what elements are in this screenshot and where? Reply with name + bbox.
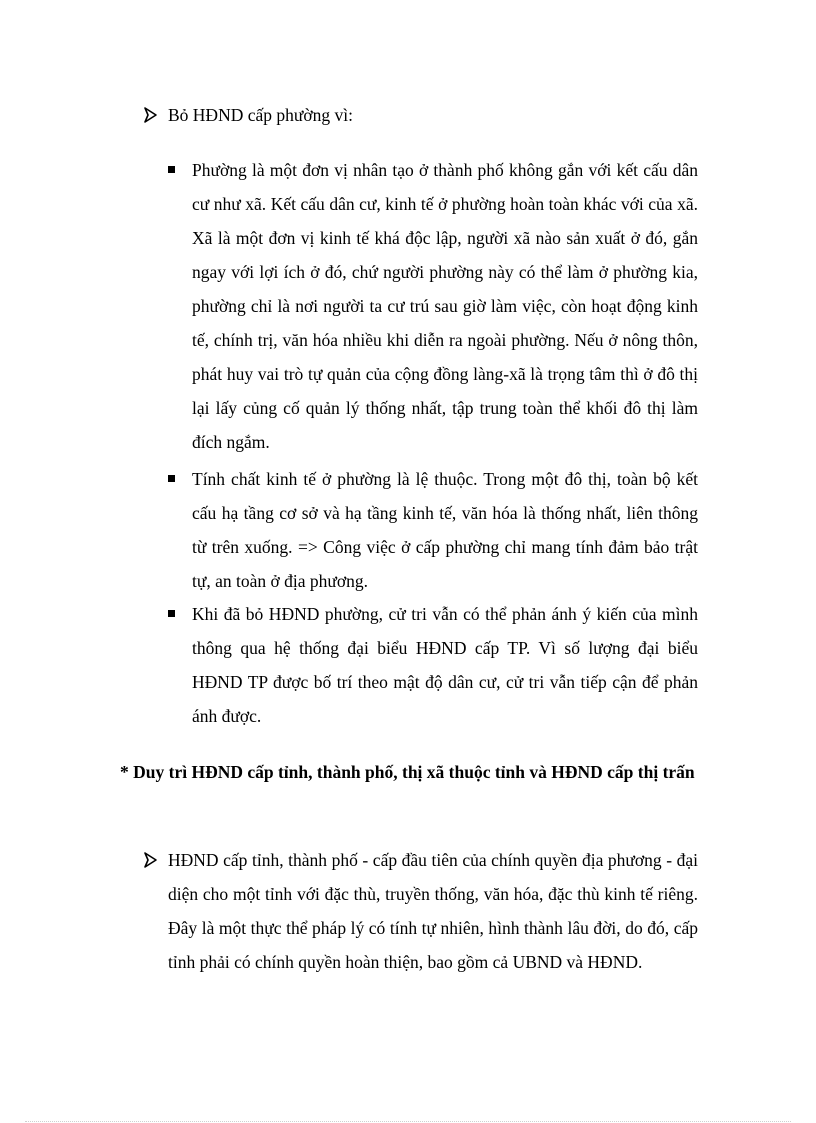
- section2-paragraph: HĐND cấp tỉnh, thành phố - cấp đầu tiên của chính quyền địa phương - đại diện cho một tỉnh với đặc thù, truyền thống, văn hóa, đặc thù kinh tế riêng. Đây là một thực thể pháp lý có tính tự nhiên, hình thành lâu đời, do đó, cấp tỉnh phải có chính quyền hoàn thiện, bao gồm cả UBND và HĐND.: [168, 850, 698, 972]
- square-bullet-icon: [168, 610, 175, 617]
- point-paragraph: Tính chất kinh tế ở phường là lệ thuộc. Trong một đô thị, toàn bộ kết cấu hạ tầng cơ sở và hạ tầng kinh tế, văn hóa là thống nhất, liên thông từ trên xuống. => Công việc ở cấp phường chỉ mang tính đảm bảo trật tự, an toàn ở địa phương.: [192, 469, 698, 591]
- page-bottom-divider: [25, 1121, 791, 1122]
- arrow-bullet-icon: [143, 843, 161, 877]
- square-list-item: [168, 462, 698, 598]
- arrow-bullet-icon: [143, 98, 161, 132]
- square-bullet-icon: [168, 475, 175, 482]
- square-list-item: [168, 597, 698, 733]
- square-list-item: [168, 153, 698, 459]
- arrow-list-item: [143, 843, 698, 979]
- square-bullet-icon: [168, 166, 175, 173]
- point-paragraph: Khi đã bỏ HĐND phường, cử tri vẫn có thể phản ánh ý kiến của mình thông qua hệ thống đại biểu HĐND cấp TP. Vì số lượng đại biểu HĐND TP được bố trí theo mật độ dân cư, cử tri vẫn tiếp cận để phản ánh được.: [192, 604, 698, 726]
- arrow-list-item: [143, 98, 698, 132]
- point-paragraph: Phường là một đơn vị nhân tạo ở thành phố không gắn với kết cấu dân cư như xã. Kết cấu dân cư, kinh tế ở phường hoàn toàn khác với của xã. Xã là một đơn vị kinh tế khá độc lập, người xã nào sản xuất ở đó, gắn ngay với lợi ích ở đó, chứ người phường này có thể làm ở phường kia, phường chỉ là nơi người ta cư trú sau giờ làm việc, còn hoạt động kinh tế, chính trị, văn hóa nhiều khi diễn ra ngoài phường. Nếu ở nông thôn, phát huy vai trò tự quản của cộng đồng làng-xã là trọng tâm thì ở đô thị lại lấy củng cố quản lý thống nhất, tập trung toàn thể khối đô thị làm đích ngắm.: [192, 160, 698, 452]
- section1-intro: Bỏ HĐND cấp phường vì:: [168, 105, 353, 125]
- section-heading: * Duy trì HĐND cấp tỉnh, thành phố, thị xã thuộc tỉnh và HĐND cấp thị trấn: [120, 762, 695, 782]
